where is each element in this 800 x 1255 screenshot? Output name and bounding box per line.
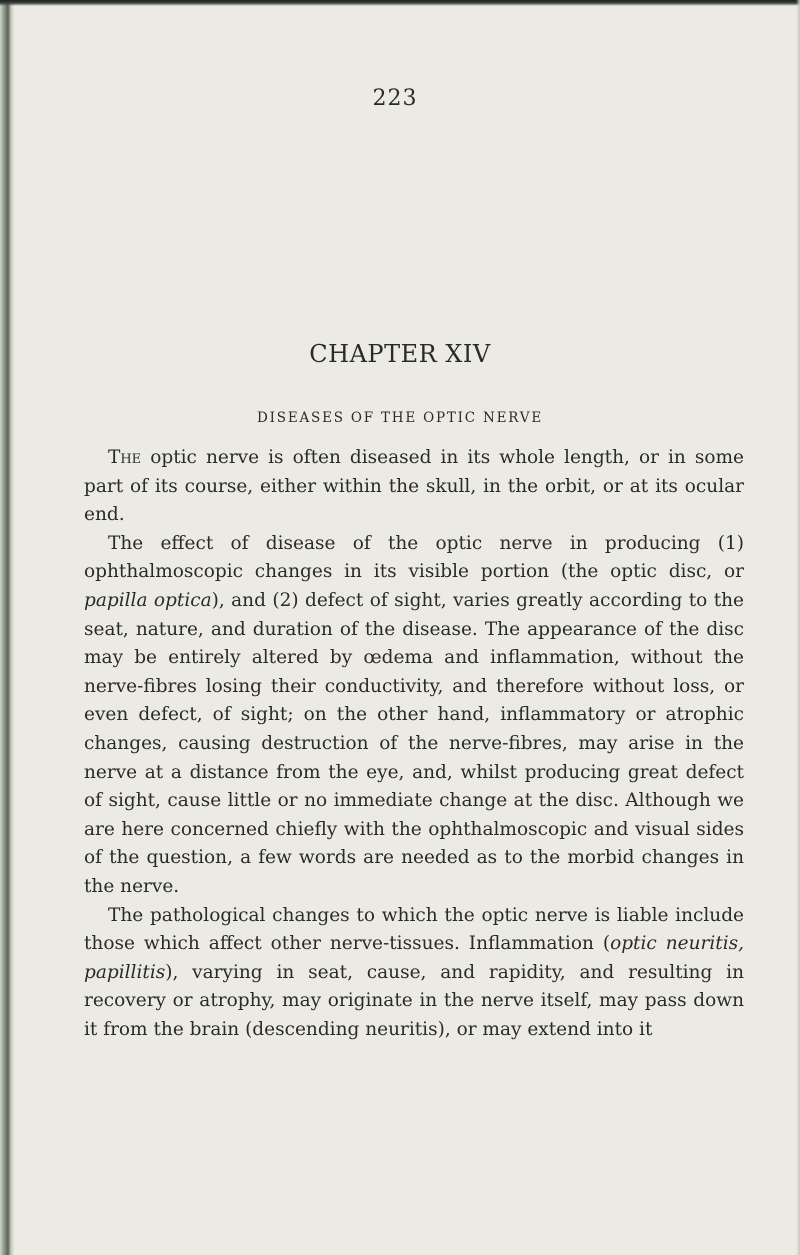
paragraph-2-text-b: ), and (2) defect of sight, varies greatly according to the seat, nature, and duration of the disease. The appearance of the disc may be entirely altered by œdema and inflammation, without the nerve-fibres losing their conductivity, and therefore without loss, or even defect, of sight; on the other hand, inflammatory or atrophic changes, causing destruction of the nerve-fibres, may arise in the nerve at a distance from the eye, and, whilst producing great defect of sight, cause little or no immediate change at the disc. Although we are here concerned chiefly with the ophthalmoscopic and visual sides of the question, a few words are needed as to the morbid changes in the nerve.	[84, 589, 744, 897]
book-binding-edge	[0, 0, 14, 1255]
paragraph-1-text: optic nerve is often diseased in its whole length, or in some part of its course, either within the skull, in the orbit, or at its ocular end.	[84, 447, 744, 526]
paragraph-3	[84, 902, 744, 1045]
paragraph-3-text-a: The pathological changes to which the optic nerve is liable include those which affect other nerve-tissues. Inflammation (	[84, 904, 744, 955]
chapter-title: CHAPTER XIV	[309, 340, 491, 368]
paragraph-3-italic-term: optic neuritis, papillitis	[84, 933, 744, 983]
paragraph-3-text-b: ), varying in seat, cause, and rapidity, and resulting in recovery or atrophy, may originate in the nerve itself, may pass down it from the brain (descending neuritis), or may extend into it	[84, 961, 744, 1040]
body-text	[84, 444, 744, 1044]
paragraph-2-italic-term: papilla optica	[84, 589, 212, 611]
paragraph-1	[84, 444, 744, 530]
paragraph-1-lead-word: The	[108, 447, 142, 468]
paragraph-2-text-a: The effect of disease of the optic nerve in producing (1) ophthalmoscopic changes in its visible portion (the optic disc, or	[84, 532, 744, 583]
section-title: DISEASES OF THE OPTIC NERVE	[257, 410, 543, 426]
scan-top-shadow	[0, 0, 800, 6]
page-number: 223	[372, 86, 418, 111]
scan-right-shadow	[796, 0, 800, 1255]
paragraph-2	[84, 530, 744, 902]
